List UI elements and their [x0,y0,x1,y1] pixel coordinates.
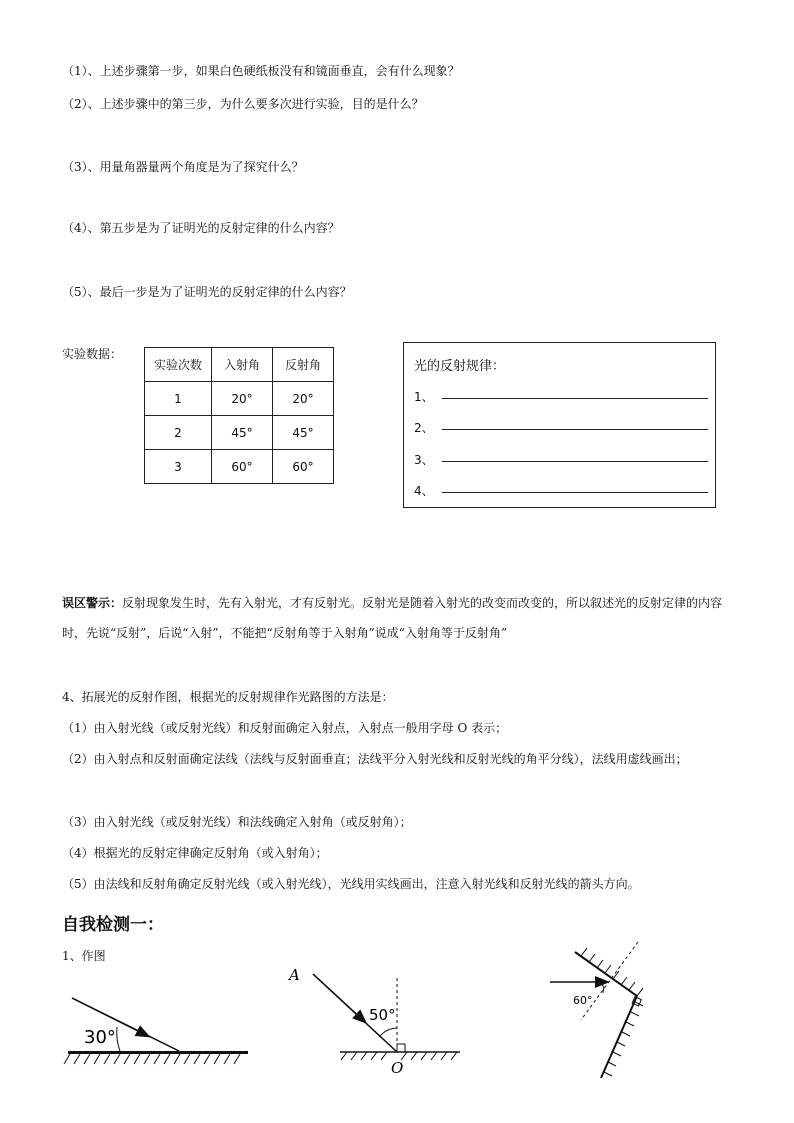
warning-text: 反射现象发生时，先有入射光，才有反射光。反射光是随着入射光的改变而改变的，所以叙述光的反射定律的内容时，先说“反射”，后说“入射”，不能把“反射角等于入射角”说成“入射角等于反射角” [62,596,723,640]
warning-label: 误区警示： [62,596,123,610]
incident-ray-arrow [313,974,365,1022]
warning-paragraph [62,588,742,648]
normal-line [581,942,638,1020]
question-5: （5）、最后一步是为了证明光的反射定律的什么内容？ [62,285,352,299]
table-header-cell: 入射角 [212,348,273,382]
figure-3-angle: 60° [573,994,593,1007]
point-a-label: A [289,966,300,984]
method-title: 4、拓展光的反射作图，根据光的反射规律作光路图的方法是： [62,690,394,704]
table-cell: 45° [212,416,273,450]
mirror-lower-hatching [604,1002,643,1076]
rule-number: 1、 [414,390,434,404]
method-step-3: （3）由入射光线（或反射光线）和法线确定入射角（或反射角）； [62,815,412,829]
table-cell: 20° [212,382,273,416]
question-2: （2）、上述步骤中的第三步，为什么要多次进行实验，目的是什么？ [62,97,424,111]
table-row [145,382,334,416]
rule-item-4 [414,482,714,499]
figure-2-angle: 50° [369,1006,396,1024]
self-test-heading: 自我检测一： [62,915,164,935]
table-cell: 60° [212,450,273,484]
mirror-hatching [64,1054,240,1064]
table-cell: 1 [145,382,212,416]
method-step-4: （4）根据光的反射定律确定反射角（或入射角）； [62,846,328,860]
rule-blank-line [442,429,708,430]
angle-arc [117,1027,120,1051]
table-cell: 3 [145,450,212,484]
mirror-surface [68,1051,248,1054]
method-step-1: （1）由入射光线（或反射光线）和反射面确定入射点，入射点一般用字母 O 表示； [62,721,508,735]
experiment-table [144,347,334,484]
method-step-5: （5）由法线和反射角确定反射光线（或入射光线），光线用实线画出，注意入射光线和反射光线的箭头方向。 [62,877,640,891]
question-1: （1）、上述步骤第一步，如果白色硬纸板没有和镜面垂直，会有什么现象？ [62,64,460,78]
experiment-label: 实验数据： [62,347,123,361]
table-cell: 60° [273,450,334,484]
mirror-upper-hatching [581,948,643,996]
table-header-row [145,348,334,382]
angle-arc [380,1028,397,1036]
right-angle-mark [397,1044,405,1052]
rule-blank-line [442,492,708,493]
figure-1-angle: 30° [84,1027,116,1048]
rule-item-2 [414,419,714,436]
self-test-item-1: 1、作图 [62,949,106,963]
table-cell: 45° [273,416,334,450]
reflection-rules-box [403,342,716,508]
method-step-2: （2）由入射点和反射面确定法线（法线与反射面垂直；法线平分入射光线和反射光线的角平分线），法线用虚线画出； [62,752,688,766]
point-o-label: O [391,1059,404,1077]
figure-2-diagram [285,960,465,1080]
rules-title: 光的反射规律： [414,359,506,374]
table-row [145,416,334,450]
table-cell: 20° [273,382,334,416]
rule-item-3 [414,451,714,468]
mirror-upper [575,952,637,996]
rule-number: 3、 [414,453,434,467]
rule-blank-line [442,461,708,462]
figure-1-diagram [60,985,260,1075]
figure-3-diagram [545,940,675,1085]
rule-item-1 [414,388,714,405]
rule-number: 4、 [414,484,434,498]
mirror-lower [601,996,637,1078]
table-header-cell: 反射角 [273,348,334,382]
table-row [145,450,334,484]
question-3: （3）、用量角器量两个角度是为了探究什么？ [62,160,304,174]
table-cell: 2 [145,416,212,450]
rule-blank-line [442,398,708,399]
question-4: （4）、第五步是为了证明光的反射定律的什么内容？ [62,221,340,235]
table-header-cell: 实验次数 [145,348,212,382]
rule-number: 2、 [414,421,434,435]
